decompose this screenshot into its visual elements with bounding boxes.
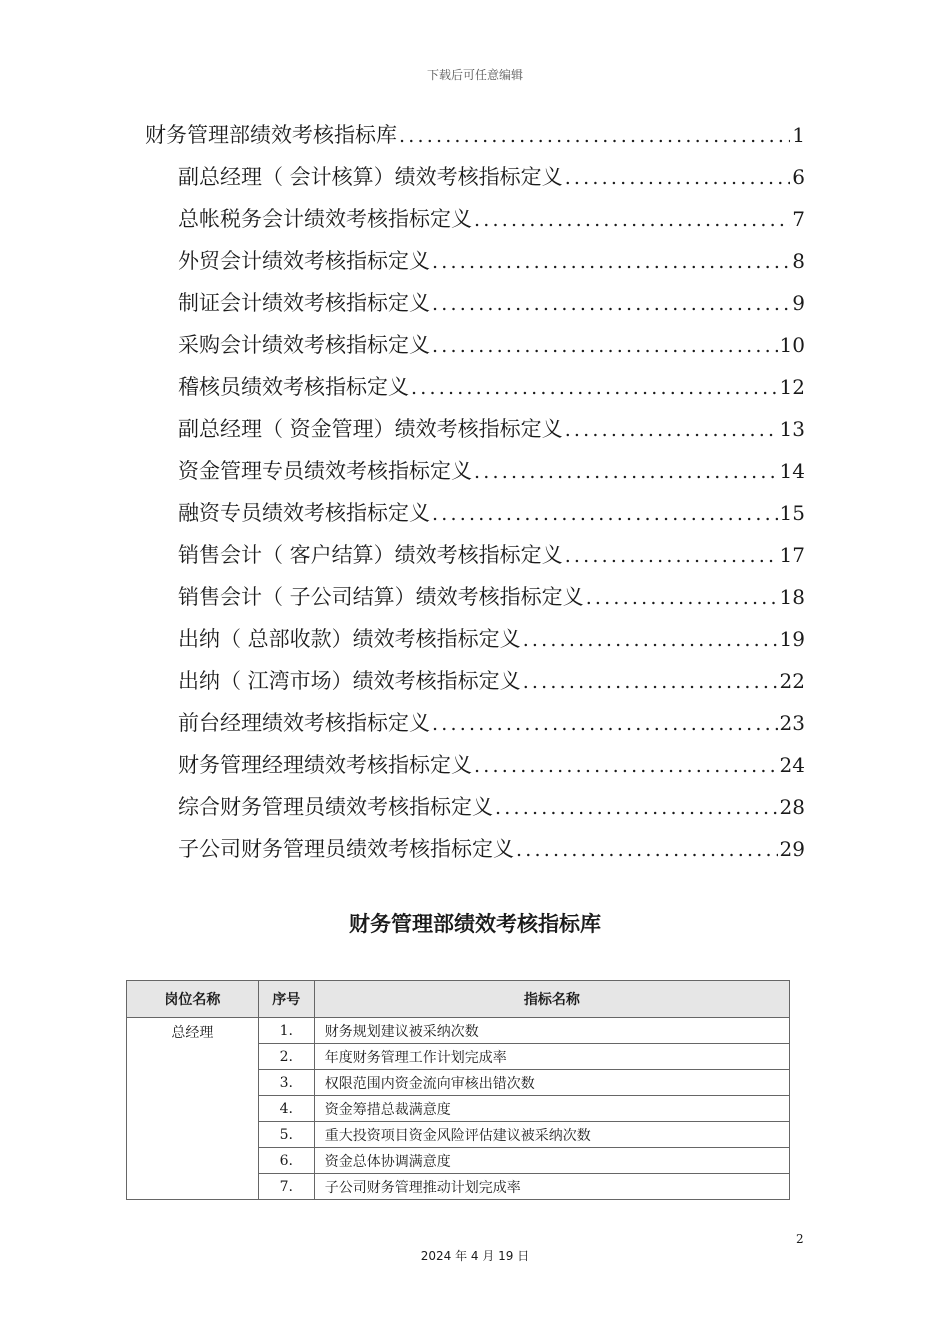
toc-leader-dots xyxy=(565,161,791,195)
indicator-name: 年度财务管理工作计划完成率 xyxy=(314,1044,789,1070)
toc-leader-dots xyxy=(474,203,790,237)
toc-leader-dots xyxy=(411,371,778,405)
toc-entry[interactable] xyxy=(178,286,805,320)
row-number: 7. xyxy=(258,1174,314,1200)
post-name-cell: 总经理 xyxy=(127,1018,259,1200)
toc-leader-dots xyxy=(586,581,778,615)
toc-entry[interactable] xyxy=(178,538,805,572)
kpi-table xyxy=(126,980,790,1200)
toc-entry[interactable] xyxy=(178,664,805,698)
toc-entry[interactable] xyxy=(178,790,805,824)
toc-entry-title: 采购会计绩效考核指标定义 xyxy=(178,333,430,357)
toc-entry-page: 1 xyxy=(792,123,805,147)
toc-entry[interactable] xyxy=(178,244,805,278)
toc-entry-title: 财务管理经理绩效考核指标定义 xyxy=(178,753,472,777)
row-number: 2. xyxy=(258,1044,314,1070)
row-number: 1. xyxy=(258,1018,314,1044)
toc-entry-title: 子公司财务管理员绩效考核指标定义 xyxy=(178,837,514,861)
row-number: 5. xyxy=(258,1122,314,1148)
column-header-post: 岗位名称 xyxy=(127,981,259,1018)
toc-leader-dots xyxy=(523,665,778,699)
toc-leader-dots xyxy=(516,833,778,867)
row-number: 3. xyxy=(258,1070,314,1096)
toc-leader-dots xyxy=(432,707,778,741)
toc-entry-title: 出纳（ 江湾市场）绩效考核指标定义 xyxy=(178,669,521,693)
toc-entry-page: 10 xyxy=(779,333,805,357)
toc-entry[interactable] xyxy=(178,328,805,362)
toc-entry-page: 19 xyxy=(779,627,805,651)
toc-entry-page: 22 xyxy=(779,669,805,693)
toc-entry-title: 资金管理专员绩效考核指标定义 xyxy=(178,459,472,483)
toc-leader-dots xyxy=(399,119,790,153)
indicator-name: 重大投资项目资金风险评估建议被采纳次数 xyxy=(314,1122,789,1148)
toc-entry-page: 12 xyxy=(779,375,805,399)
toc-entry-page: 15 xyxy=(779,501,805,525)
footer-date: 2024 年 4 月 19 日 xyxy=(420,1249,530,1263)
indicator-name: 资金筹措总裁满意度 xyxy=(314,1096,789,1122)
toc-leader-dots xyxy=(523,623,778,657)
toc-entry-page: 28 xyxy=(779,795,805,819)
table-row xyxy=(127,1018,790,1044)
toc-leader-dots xyxy=(432,287,790,321)
indicator-name: 财务规划建议被采纳次数 xyxy=(314,1018,789,1044)
header-note: 下载后可任意编辑 xyxy=(426,68,523,82)
toc-entry-page: 23 xyxy=(779,711,805,735)
toc-entry-page: 8 xyxy=(792,249,805,273)
toc-entry-title: 出纳（ 总部收款）绩效考核指标定义 xyxy=(178,627,521,651)
toc-leader-dots xyxy=(565,413,778,447)
toc-entry[interactable] xyxy=(178,412,805,446)
toc-leader-dots xyxy=(432,329,778,363)
row-number: 6. xyxy=(258,1148,314,1174)
toc-entry[interactable] xyxy=(178,622,805,656)
toc-leader-dots xyxy=(565,539,778,573)
toc-leader-dots xyxy=(474,455,778,489)
toc-entry-page: 7 xyxy=(792,207,805,231)
toc-entry-title: 副总经理（ 会计核算）绩效考核指标定义 xyxy=(178,165,563,189)
toc-entry-page: 9 xyxy=(792,291,805,315)
table-header-row xyxy=(127,981,790,1018)
toc-entry-title: 销售会计（ 客户结算）绩效考核指标定义 xyxy=(178,543,563,567)
indicator-name: 权限范围内资金流向审核出错次数 xyxy=(314,1070,789,1096)
toc-entry-title: 副总经理（ 资金管理）绩效考核指标定义 xyxy=(178,417,563,441)
toc-entry-title: 融资专员绩效考核指标定义 xyxy=(178,501,430,525)
toc-entry-title: 前台经理绩效考核指标定义 xyxy=(178,711,430,735)
toc-entry[interactable] xyxy=(178,160,805,194)
toc-entry-title: 财务管理部绩效考核指标库 xyxy=(145,123,397,147)
row-number: 4. xyxy=(258,1096,314,1122)
toc-entry-title: 外贸会计绩效考核指标定义 xyxy=(178,249,430,273)
column-header-number: 序号 xyxy=(258,981,314,1018)
toc-leader-dots xyxy=(495,791,778,825)
toc-entry-page: 17 xyxy=(779,543,805,567)
indicator-name: 子公司财务管理推动计划完成率 xyxy=(314,1174,789,1200)
toc-leader-dots xyxy=(474,749,778,783)
toc-entry-page: 6 xyxy=(792,165,805,189)
toc-entry[interactable] xyxy=(178,832,805,866)
toc-entry-title: 稽核员绩效考核指标定义 xyxy=(178,375,409,399)
toc-entry-page: 14 xyxy=(779,459,805,483)
section-title: 财务管理部绩效考核指标库 xyxy=(349,912,601,936)
toc-entry-page: 24 xyxy=(779,753,805,777)
column-header-indicator: 指标名称 xyxy=(314,981,789,1018)
toc-entry-page: 18 xyxy=(779,585,805,609)
toc-leader-dots xyxy=(432,245,790,279)
toc-entry[interactable] xyxy=(145,118,805,152)
toc-entry[interactable] xyxy=(178,706,805,740)
toc-entry[interactable] xyxy=(178,748,805,782)
toc-entry-page: 29 xyxy=(779,837,805,861)
toc-entry-title: 销售会计（ 子公司结算）绩效考核指标定义 xyxy=(178,585,584,609)
toc-entry-title: 总帐税务会计绩效考核指标定义 xyxy=(178,207,472,231)
page-number: 2 xyxy=(796,1232,804,1246)
toc-entry[interactable] xyxy=(178,202,805,236)
toc-entry[interactable] xyxy=(178,580,805,614)
toc-entry[interactable] xyxy=(178,496,805,530)
toc-leader-dots xyxy=(432,497,778,531)
toc-entry-title: 综合财务管理员绩效考核指标定义 xyxy=(178,795,493,819)
toc-entry-page: 13 xyxy=(779,417,805,441)
toc-entry-title: 制证会计绩效考核指标定义 xyxy=(178,291,430,315)
indicator-name: 资金总体协调满意度 xyxy=(314,1148,789,1174)
toc-entry[interactable] xyxy=(178,454,805,488)
toc-entry[interactable] xyxy=(178,370,805,404)
